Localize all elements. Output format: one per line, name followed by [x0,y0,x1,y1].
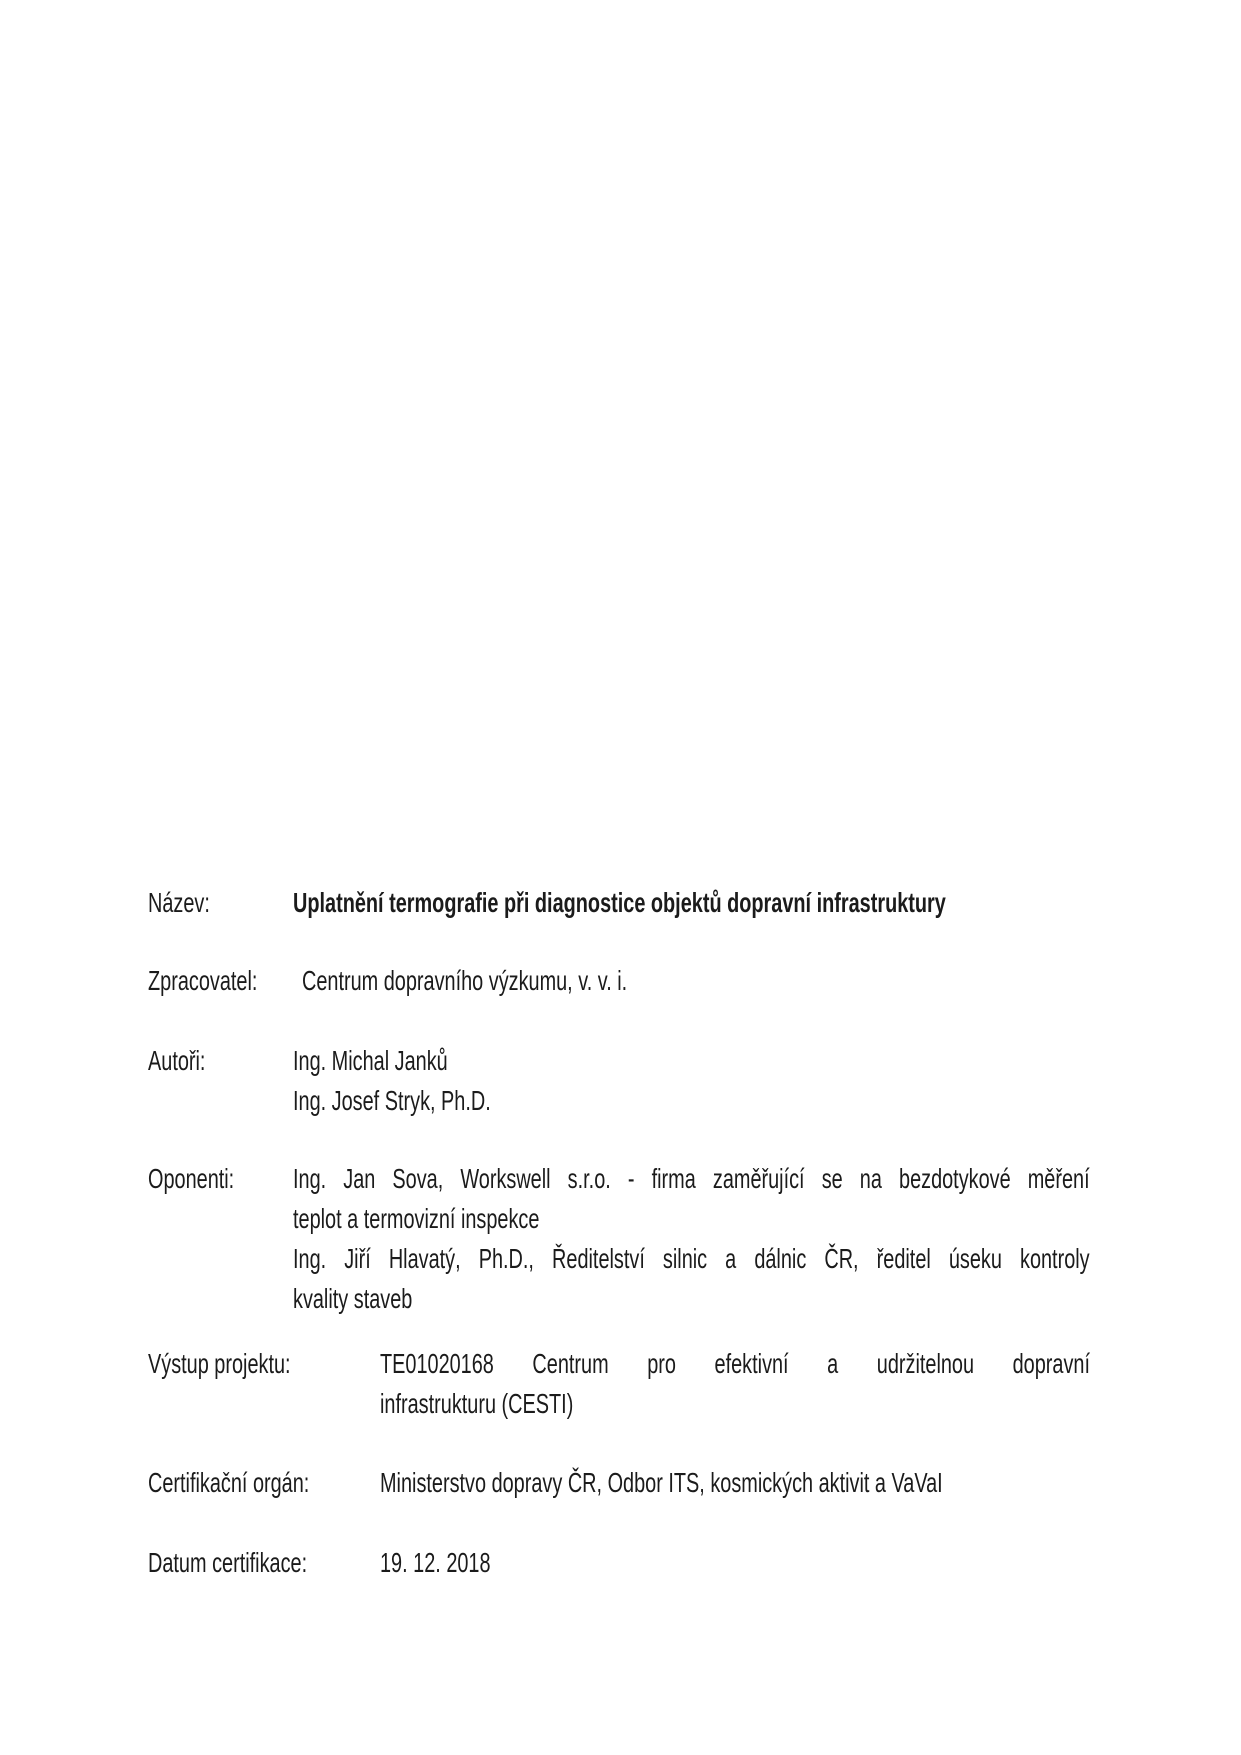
field-label-text: Certifikační orgán: [148,1467,310,1498]
field-value-oponenti [293,1159,1090,1319]
certification-authority-text: Ministerstvo dopravy ČR, Odbor ITS, kosmických aktivit a VaVaI [380,1467,943,1498]
field-label-datum-certifikace [148,1543,380,1583]
field-value-zpracovatel [302,961,1090,1001]
field-value-autori [293,1041,1090,1121]
field-label-text: Datum certifikace: [148,1547,308,1578]
opponent-description-text: Ing. Jiří Hlavatý, Ph.D., Ředitelství silnic a dálnic ČR, ředitel úseku kontroly [293,1243,1090,1274]
certification-date-text: 19. 12. 2018 [380,1547,491,1578]
field-label-text: Zpracovatel: [148,965,258,996]
opponent-description-text: teplot a termovizní inspekce [293,1203,540,1234]
author-name-text: Ing. Michal Janků [293,1045,448,1076]
field-label-zpracovatel [148,961,302,1001]
project-output-text: infrastrukturu (CESTI) [380,1388,574,1419]
field-label-text: Oponenti: [148,1163,235,1194]
field-value-vystup-projektu [380,1344,1090,1424]
opponent-description-text: Ing. Jan Sova, Workswell s.r.o. - firma zaměřující se na bezdotykové měření [293,1163,1090,1194]
field-value-nazev [293,883,1090,923]
field-row-oponenti [148,1159,1090,1319]
field-row-zpracovatel [148,961,1090,1001]
organization-name-text: Centrum dopravního výzkumu, v. v. i. [302,965,628,996]
field-label-nazev [148,883,293,923]
opponent-description-text: kvality staveb [293,1283,413,1314]
field-row-vystup-projektu [148,1344,1090,1424]
field-label-text: Název: [148,887,210,918]
field-label-certifikacni-organ [148,1463,380,1503]
field-row-certifikacni-organ [148,1463,1090,1503]
field-label-text: Výstup projektu: [148,1348,291,1379]
field-label-oponenti [148,1159,293,1199]
field-row-autori [148,1041,1090,1121]
author-name-text: Ing. Josef Stryk, Ph.D. [293,1085,491,1116]
field-label-vystup-projektu [148,1344,380,1384]
field-value-datum-certifikace [380,1543,1090,1583]
project-output-text: TE01020168 Centrum pro efektivní a udržitelnou dopravní [380,1348,1090,1379]
field-row-nazev [148,883,1090,923]
field-label-autori [148,1041,293,1081]
field-value-certifikacni-organ [380,1463,1090,1503]
field-row-datum-certifikace [148,1543,1090,1583]
document-title-text: Uplatnění termografie při diagnostice objektů dopravní infrastruktury [293,887,946,918]
field-label-text: Autoři: [148,1045,206,1076]
